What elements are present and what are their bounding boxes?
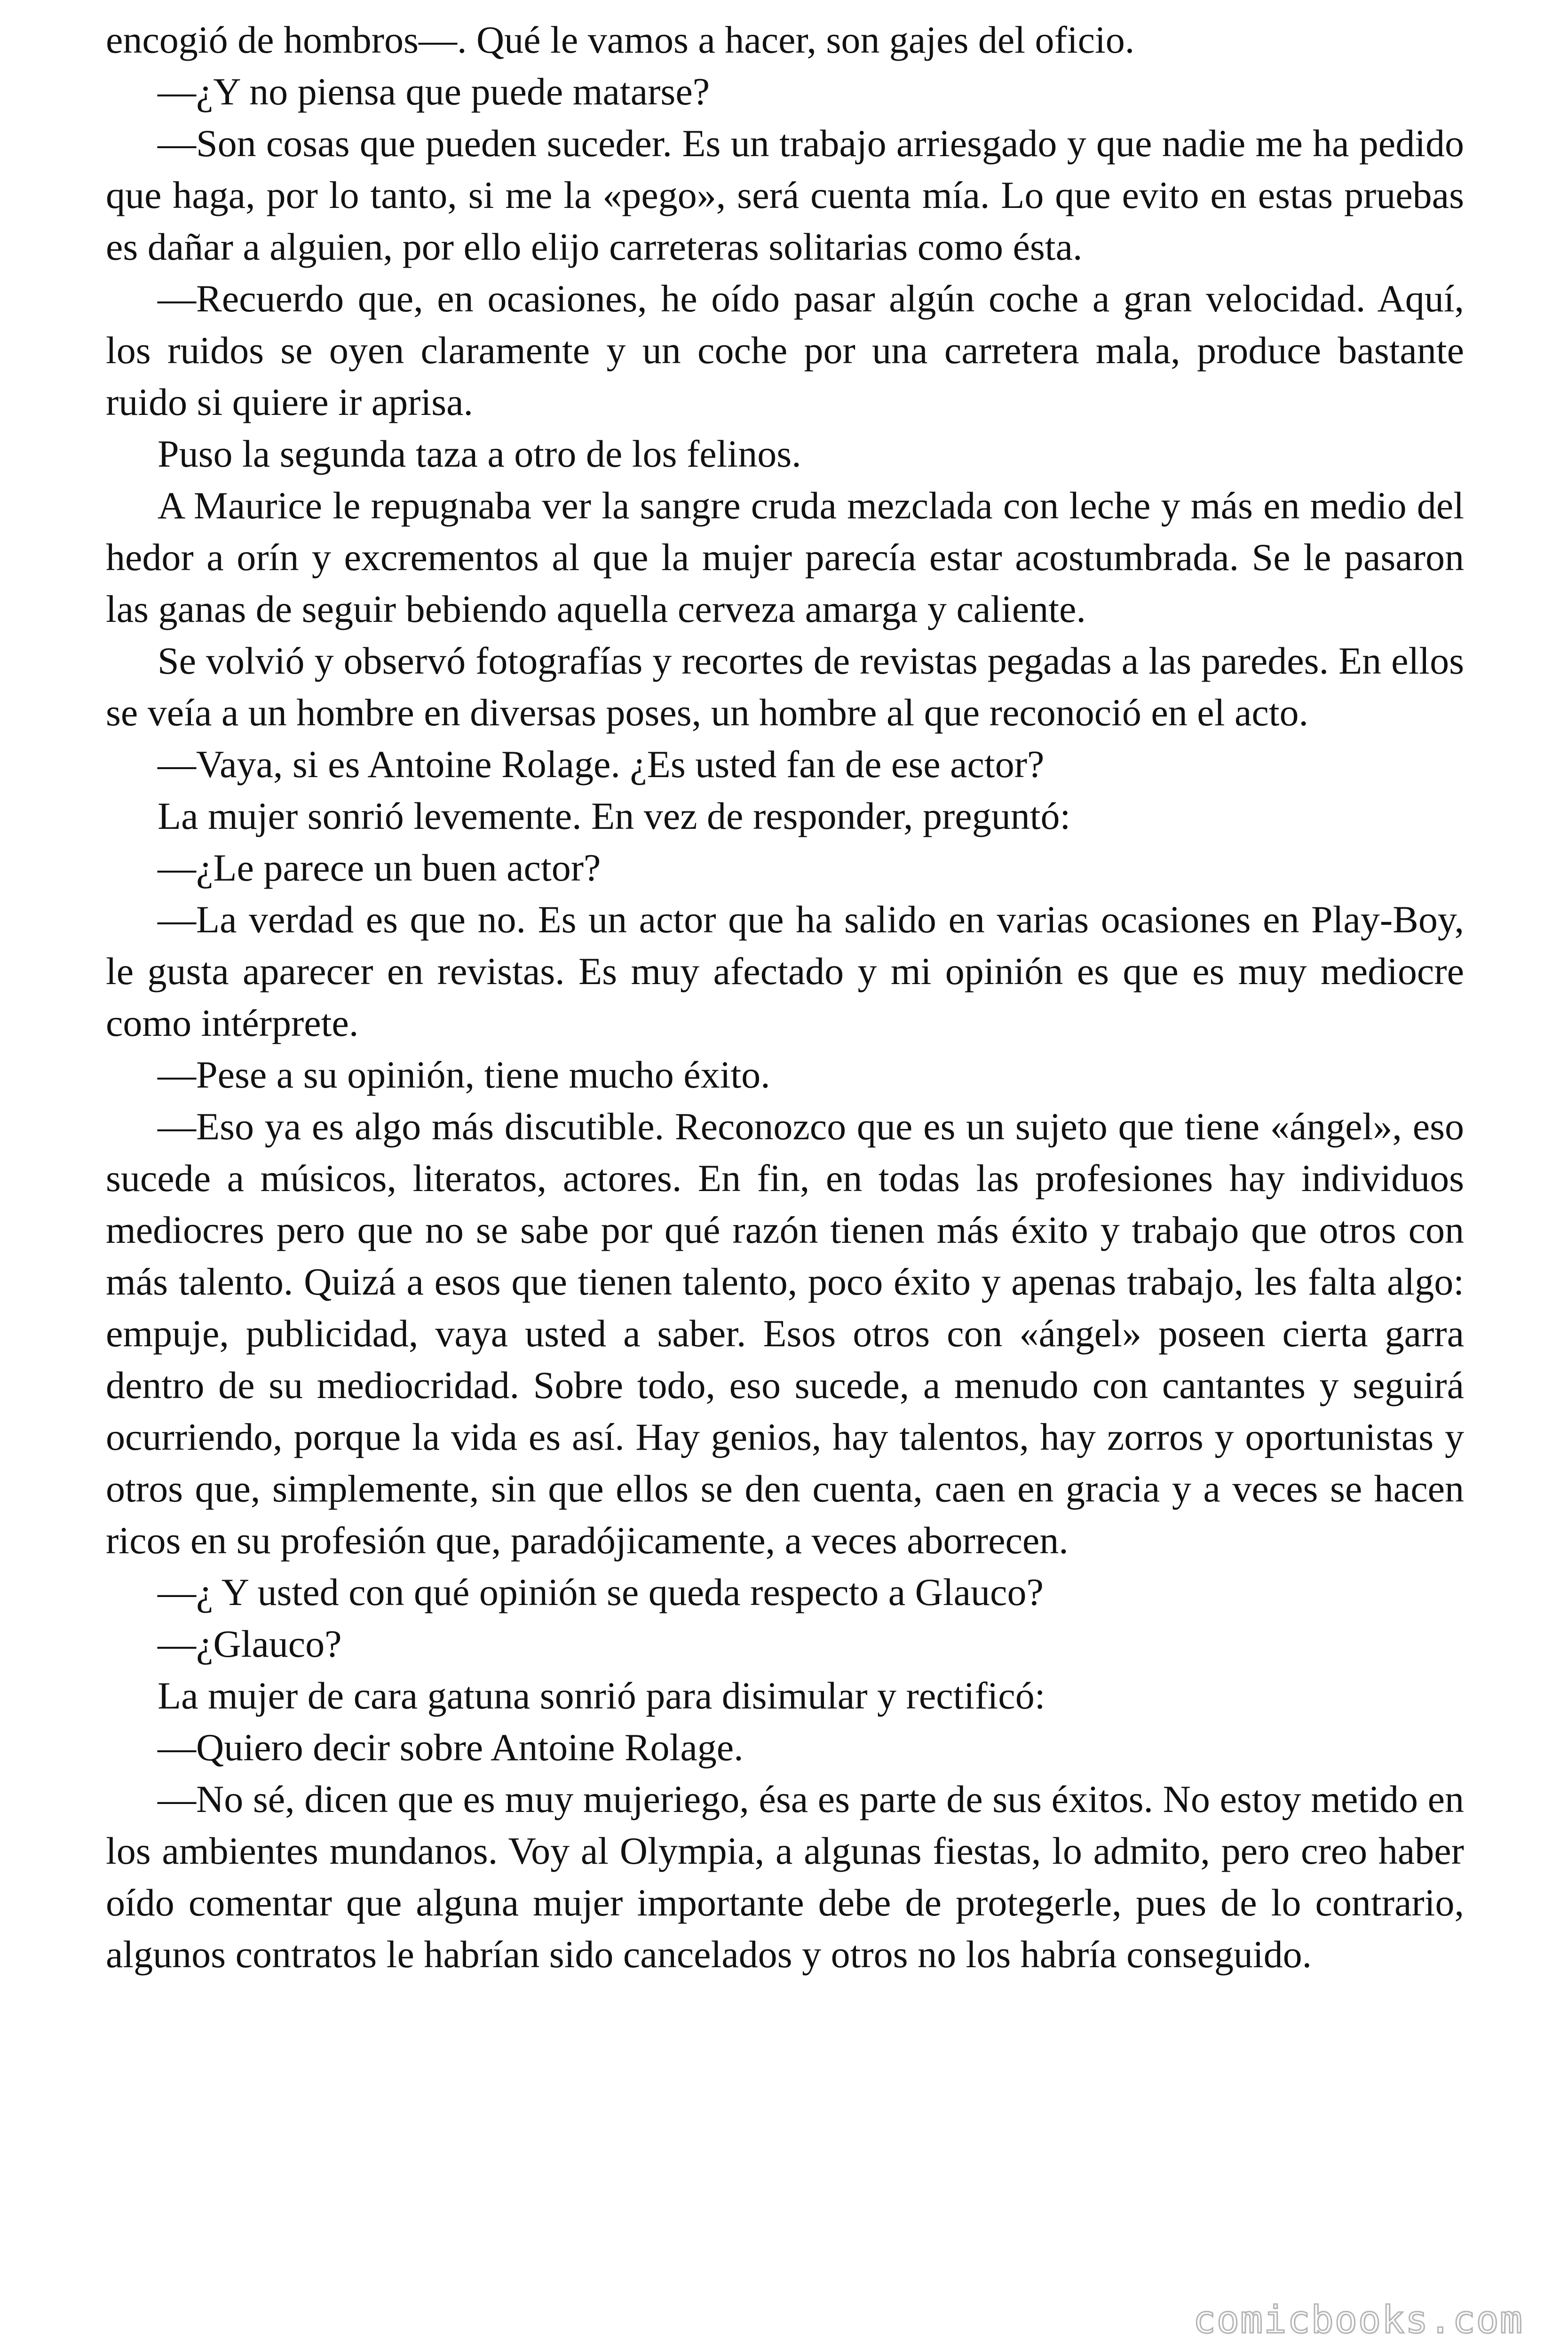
watermark: comicbooks.com bbox=[1193, 2298, 1523, 2342]
paragraph: —Recuerdo que, en ocasiones, he oído pasar algún coche a gran velocidad. Aquí, los ruidos se oyen claramente y un coche por una carretera mala, produce bastante ruido si quiere ir aprisa. bbox=[106, 277, 1464, 423]
paragraph: —¿Y no piensa que puede matarse? bbox=[158, 70, 710, 113]
paragraph: —Son cosas que pueden suceder. Es un trabajo arriesgado y que nadie me ha pedido que haga, por lo tanto, si me la «pego», será cuenta mía. Lo que evito en estas pruebas es dañar a alguien, por ello elijo carreteras solitarias como ésta. bbox=[106, 122, 1464, 268]
paragraph: —¿ Y usted con qué opinión se queda respecto a Glauco? bbox=[158, 1571, 1044, 1613]
page-body bbox=[106, 14, 1464, 1980]
paragraph: —No sé, dicen que es muy mujeriego, ésa es parte de sus éxitos. No estoy metido en los ambientes mundanos. Voy al Olympia, a algunas fiestas, lo admito, pero creo haber oído comentar que alguna mujer importante debe de protegerle, pues de lo contrario, algunos contratos le habrían sido cancelados y otros no los habría conseguido. bbox=[106, 1778, 1464, 1976]
paragraph: —Quiero decir sobre Antoine Rolage. bbox=[158, 1726, 744, 1769]
paragraph: Se volvió y observó fotografías y recortes de revistas pegadas a las paredes. En ellos se veía a un hombre en diversas poses, un hombre al que reconoció en el acto. bbox=[106, 639, 1464, 734]
paragraph: A Maurice le repugnaba ver la sangre cruda mezclada con leche y más en medio del hedor a orín y excrementos al que la mujer parecía estar acostumbrada. Se le pasaron las ganas de seguir bebiendo aquella cerveza amarga y caliente. bbox=[106, 484, 1464, 630]
paragraph: La mujer sonrió levemente. En vez de responder, preguntó: bbox=[158, 795, 1071, 837]
paragraph: —¿Glauco? bbox=[158, 1622, 342, 1665]
paragraph: —Eso ya es algo más discutible. Reconozco que es un sujeto que tiene «ángel», eso sucede a músicos, literatos, actores. En fin, en todas las profesiones hay individuos mediocres pero que no se sabe por qué razón tienen más éxito y trabajo que otros con más talento. Quizá a esos que tienen talento, poco éxito y apenas trabajo, les falta algo: empuje, publicidad, vaya usted a saber. Esos otros con «ángel» poseen cierta garra dentro de su mediocridad. Sobre todo, eso sucede, a menudo con cantantes y seguirá ocurriendo, porque la vida es así. Hay genios, hay talentos, hay zorros y oportunistas y otros que, simplemente, sin que ellos se den cuenta, caen en gracia y a veces se hacen ricos en su profesión que, paradójicamente, a veces aborrecen. bbox=[106, 1105, 1464, 1562]
paragraph: —¿Le parece un buen actor? bbox=[158, 846, 601, 889]
paragraph-continuation: encogió de hombros—. Qué le vamos a hacer, son gajes del oficio. bbox=[106, 18, 1135, 61]
paragraph: —La verdad es que no. Es un actor que ha salido en varias ocasiones en Play-Boy, le gusta aparecer en revistas. Es muy afectado y mi opinión es que es muy mediocre como intérprete. bbox=[106, 898, 1464, 1044]
paragraph: —Pese a su opinión, tiene mucho éxito. bbox=[158, 1053, 770, 1096]
paragraph: —Vaya, si es Antoine Rolage. ¿Es usted fan de ese actor? bbox=[158, 743, 1045, 786]
paragraph: La mujer de cara gatuna sonrió para disimular y rectificó: bbox=[158, 1674, 1045, 1717]
paragraph: Puso la segunda taza a otro de los felinos. bbox=[158, 432, 801, 475]
